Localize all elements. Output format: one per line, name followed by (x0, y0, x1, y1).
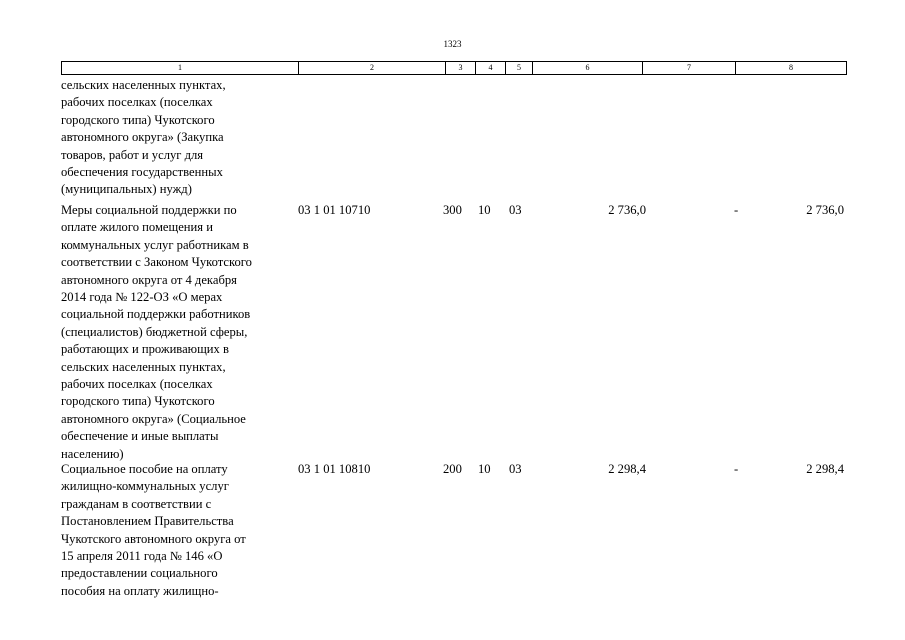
header-col-1: 1 (178, 63, 182, 72)
row-pr: 03 (509, 462, 522, 476)
header-col-7: 7 (642, 62, 735, 74)
header-col-2: 2 (298, 62, 445, 74)
row-col7: - (734, 462, 739, 476)
continuation-text: сельских населенных пунктах, рабочих поселках (поселках городского типа) Чукотского автономного округа» (Закупка товаров, работ и услуг для обеспечения государственных (муниципальных) нужд) (61, 78, 226, 197)
row-pr: 03 (509, 203, 522, 217)
row-col8: 2 298,4 (806, 462, 844, 476)
row-code: 03 1 01 10710 (298, 203, 371, 217)
row-vr: 200 (443, 462, 462, 476)
row-col7: - (734, 203, 739, 217)
header-col-5: 5 (505, 62, 532, 74)
header-col-4: 4 (475, 62, 505, 74)
header-col-8: 8 (735, 62, 846, 74)
header-col-3: 3 (445, 62, 475, 74)
row-rz: 10 (478, 462, 491, 476)
row-name: Меры социальной поддержки по оплате жилого помещения и коммунальных услуг работникам в соответствии с Законом Чукотского автономного округа от 4 декабря 2014 года № 122-ОЗ «О мерах социальной поддержки работников (специалистов) бюджетной сферы, работающих и проживающих в сельских населенных пунктах, рабочих поселках (поселках городского типа) Чукотского автономного округа» (Социальное обеспечение и иные выплаты населению) (61, 203, 252, 461)
header-col-6: 6 (532, 62, 642, 74)
row-col8: 2 736,0 (806, 203, 844, 217)
table-header (61, 61, 847, 75)
row-vr: 300 (443, 203, 462, 217)
page-number: 1323 (443, 39, 462, 49)
row-rz: 10 (478, 203, 491, 217)
row-sum: 2 298,4 (608, 462, 646, 476)
row-name: Социальное пособие на оплату жилищно-коммунальных услуг гражданам в соответствии с Постановлением Правительства Чукотского автономного округа от 15 апреля 2011 года № 146 «О предоставлении социального пособия на оплату жилищно- (61, 462, 246, 598)
row-code: 03 1 01 10810 (298, 462, 371, 476)
row-sum: 2 736,0 (608, 203, 646, 217)
